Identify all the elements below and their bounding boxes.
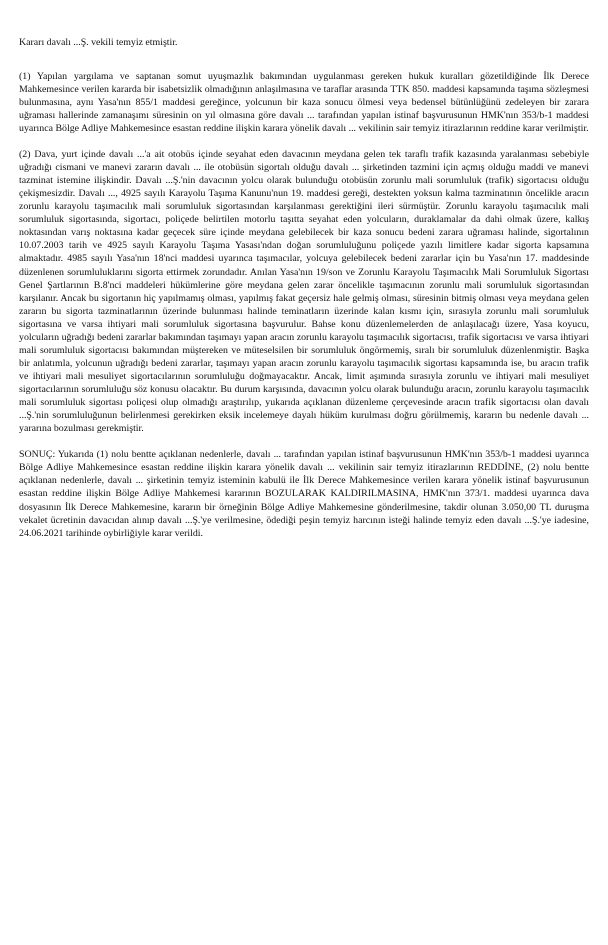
paragraph-1: (1) Yapılan yargılama ve saptanan somut uyuşmazlık bakımından uygulanması gereken hukuk kuralları gözetildiğinde İlk Derece Mahkemesince verilen kararda bir isabetsizlik olmadığının anlaşılmasına ve taraflar arasında TTK 850. maddesi kapsamında taşıma sözleşmesi bulunmasına, aynı Yasa'nın 855/1 maddesi gereğince, yolcunun bir kaza sonucu ölmesi veya bedensel bütünlüğünü zedeleyen bir zarara uğraması hallerinde zamanaşımı süresinin on yıl olmasına göre davalı ... tarafından yapılan istinaf başvurusunun HMK'nın 353/b-1 maddesi uyarınca Bölge Adliye Mahkemesince esastan reddine ilişkin karara yönelik davalı ... vekilinin sair temyiz itirazlarının reddine karar verilmiştir. (19, 71, 589, 135)
paragraph-2: (2) Dava, yurt içinde davalı ...'a ait otobüs içinde seyahat eden davacının meydana gelen tek taraflı trafik kazasında yaralanması sebebiyle uğradığı cismani ve manevi zararın davalı ... ile otobüsün sigortalı olduğu davalı ... şirketinden tazmini için açmış olduğu maddi ve manevi tazminat istemine ilişkindir. Davalı ...Ş.'nin davacının yolcu olarak bulunduğu otobüsün zorunlu mali sorumluluk (trafik) sigortacısı olduğu çekişmesizdir. Davalı ..., 4925 sayılı Karayolu Taşıma Kanunu'nun 19. maddesi gereği, destekten yoksun kalma tazminatının öncelikle aracın zorunlu karayolu taşımacılık mali sorumluluk sigortasından karşılanması gerektiğini ileri sürmüştür. Zorunlu karayolu taşımacılık mali sorumluluk sigortasında, sigortacı, poliçede belirtilen motorlu taşıtta seyahat eden yolcuların, duraklamalar da dahi olmak üzere, kalkış noktasından varış noktasına kadar geçecek süre içinde meydana gelebilecek bir kaza sonucu bedeni zarara uğraması halinde, sigortalının 10.07.2003 tarih ve 4925 sayılı Karayolu Taşıma Yasası'ndan doğan sorumluluğunu poliçede yazılı limitlere kadar sigorta kapsamına almaktadır. 4985 sayılı Yasa'nın 18'nci maddesi uyarınca taşımacılar, yolcuya gelebilecek bedeni zararlar için bu Yasa'nın 17. maddesinde düzenlenen sorumluluklarını sigorta ettirmek zorundadır. Anılan Yasa'nın 19/son ve Zorunlu Karayolu Taşımacılık Mali Sorumluluk Sigortası Genel Şartlarının B.8'nci maddeleri hükümlerine göre meydana gelen zarar öncelikle taşımacının zorunlu mali sorumluluk sigortasından karşılanır. Ancak bu sigortanın hiç yapılmamış olması, yapılmış fakat geçersiz hale gelmiş olması, süresinin bitmiş olması veya meydana gelen zararın bu sigorta tazminatlarının üzerinde bulunması halinde teminatların üzerinde kalan kısmı için, sırasıyla zorunlu mali sorumluluk sigortasına ve varsa ihtiyari mali sorumluluk sigortasına başvurulur. Bahse konu düzenlemelerden de anlaşılacağı üzere, Yasa koyucu, yolcuların uğradığı bedeni zararlar bakımından taşımayı yapan aracın zorunlu karayolu taşımacılık sigortacısı, trafik sigortacısı ve varsa ihtiyari mali sorumluluk sigortacısı bakımından müştereken ve müteselsilen bir sorumluluk öngörmemiş, sıralı bir sorumluluk düzenlenmiştir. Başka bir anlatımla, yolcunun uğradığı bedeni zararlar, taşımayı yapan aracın zorunlu karayolu taşımacılık sigortası kapsamında ise, bu aracın trafik ve ihtiyari mali mesuliyet sigortacılarının sorumluluğu doğmayacaktır. Ancak, limit aşımında sırasıyla zorunlu ve ihtiyari mali mesuliyet sigortacılarının sorumluluğu söz konusu olacaktır. Bu durum karşısında, davacının yolcu olarak bulunduğu aracın, zorunlu karayolu taşımacılık mali sorumluluk sigortası poliçesi olup olmadığı araştırılıp, yukarıda açıklanan düzenleme çerçevesinde aracın trafik sigortacısı olan davalı ...Ş.'nin sorumluluğunun belirlenmesi gerekirken eksik incelemeye dayalı hüküm kurulması doğru görülmemiş, kararın bu nedenle davalı ... yararına bozulması gerekmiştir. (19, 149, 589, 435)
intro-line: Kararı davalı ...Ş. vekili temyiz etmiştir. (19, 37, 178, 48)
paragraph-conclusion: SONUÇ: Yukarıda (1) nolu bentte açıklanan nedenlerle, davalı ... tarafından yapılan istinaf başvurusunun HMK'nın 353/b-1 maddesi uyarınca Bölge Adliye Mahkemesince esastan reddine ilişkin karara yönelik davalı ... vekilinin sair temyiz itirazlarının REDDİNE, (2) nolu bentte açıklanan nedenlerle, davalı ... şirketinin temyiz isteminin kabulü ile İlk Derece Mahkemesince verilen karara yönelik istinaf başvurusunun esastan reddine ilişkin Bölge Adliye Mahkemesi kararının BOZULARAK KALDIRILMASINA, HMK'nın 373/1. maddesi uyarınca dava dosyasının İlk Derece Mahkemesine, kararın bir örneğinin Bölge Adliye Mahkemesine gönderilmesine, takdir olunan 3.050,00 TL duruşma vekalet ücretinin davacıdan alınıp davalı ...Ş.'ye verilmesine, ödediği peşin temyiz harcının isteği halinde temyiz eden davalı ...Ş.'ye iadesine, 24.06.2021 tarihinde oybirliğiyle karar verildi. (19, 449, 589, 539)
